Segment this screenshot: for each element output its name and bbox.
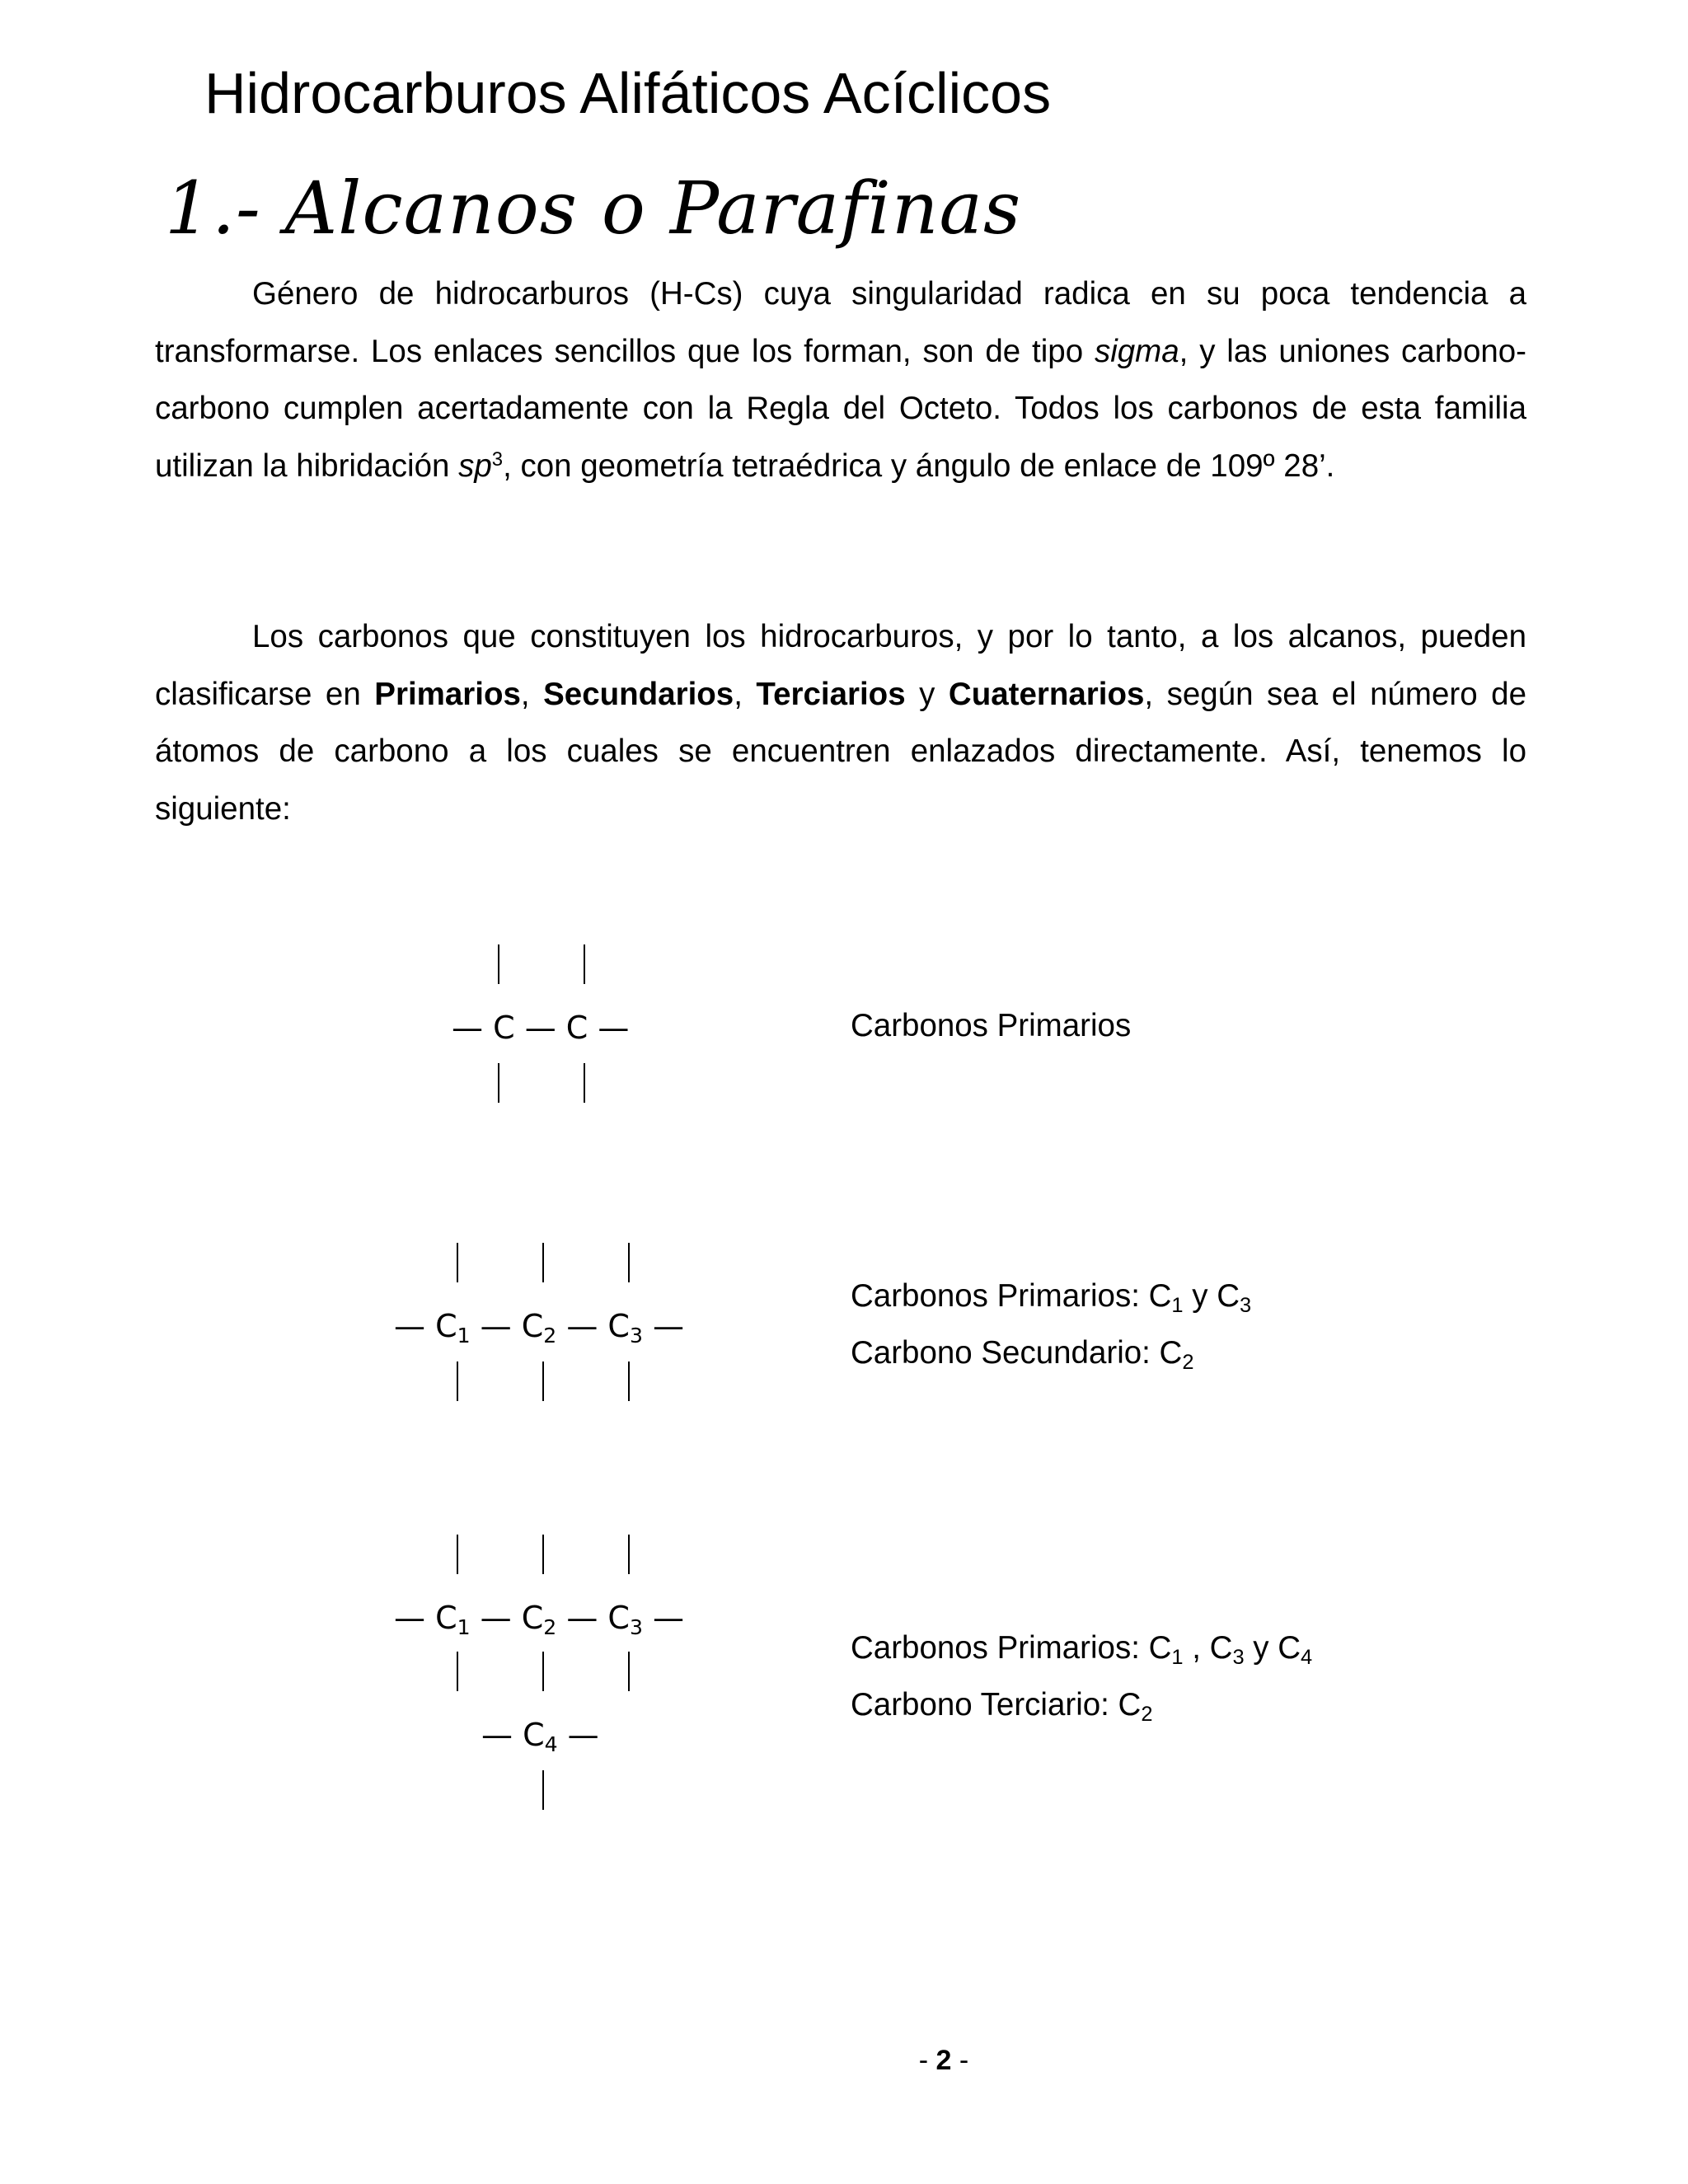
structural-formula: — $C_1$ — $C_2$ — $C_3$ — [394,1308,685,1348]
bond-line [457,1535,458,1574]
chapter-title: Hidrocarburos Alifáticos Acíclicos [204,61,1052,125]
section-title: 1.- Alcanos o Parafinas [165,166,1022,251]
paragraph-text: , y las uniones carbono-carbono cumplen acertadamente con la Regla del Octeto. Todos los carbonos de esta familia utilizan la hibridación [155,333,1526,484]
bond-line [628,1361,630,1401]
paragraph-intro [155,265,1526,494]
bond-line [498,1063,499,1103]
structural-formula: — C — C — [452,1010,630,1046]
structural-formula: — $C_1$ — $C_2$ — $C_3$ — [394,1600,685,1640]
paragraph-text: , con geometría tetraédrica y ángulo de enlace de 109º 28’. [503,448,1335,484]
paragraph-text: , según sea el número de átomos de carbono a los cuales se encuentren enlazados directamente. Así, tenemos lo siguiente: [155,676,1526,827]
bond-line [628,1652,630,1691]
italic-term-sigma: sigma [1094,333,1179,369]
bond-line [457,1652,458,1691]
bold-term-terciarios: Terciarios [756,676,906,712]
separator: , [734,676,757,712]
bond-line [542,1243,544,1282]
bond-line [498,944,499,984]
branch-formula: — $C_4$ — [481,1717,599,1757]
carbon-label: Carbonos Primarios: $C_1$ , $C_3$ y $C_4$ [851,1630,1313,1670]
bond-line [542,1535,544,1574]
bond-line [628,1535,630,1574]
carbon-label: Carbonos Primarios: $C_1$ y $C_3$ [851,1278,1252,1318]
bond-line [542,1361,544,1401]
bond-line [542,1770,544,1810]
carbon-label: Carbono Terciario: $C_2$ [851,1687,1153,1727]
paragraph-classification [155,608,1526,837]
bond-line [584,944,585,984]
paragraph-text: Género de hidrocarburos (H-Cs) cuya singularidad radica en su poca tendencia a transformarse. Los enlaces sencillos que los forman, son de tipo [155,276,1526,369]
italic-term-sp: sp [458,448,492,484]
bold-term-secundarios: Secundarios [543,676,734,712]
bold-term-cuaternarios: Cuaternarios [948,676,1145,712]
bond-line [584,1063,585,1103]
bond-line [457,1243,458,1282]
page-number: - 2 - [918,2045,969,2076]
bond-line [628,1243,630,1282]
carbon-label: Carbono Secundario: $C_2$ [851,1335,1194,1375]
superscript: 3 [491,448,504,471]
separator: y [905,676,949,712]
separator: , [520,676,544,712]
bold-term-primarios: Primarios [374,676,521,712]
carbon-label: Carbonos Primarios [851,1008,1132,1043]
paragraph-text: Los carbonos que constituyen los hidrocarburos, y por lo tanto, a los alcanos, pueden clasificarse en [155,619,1526,712]
bond-line [457,1361,458,1401]
bond-line [542,1652,544,1691]
